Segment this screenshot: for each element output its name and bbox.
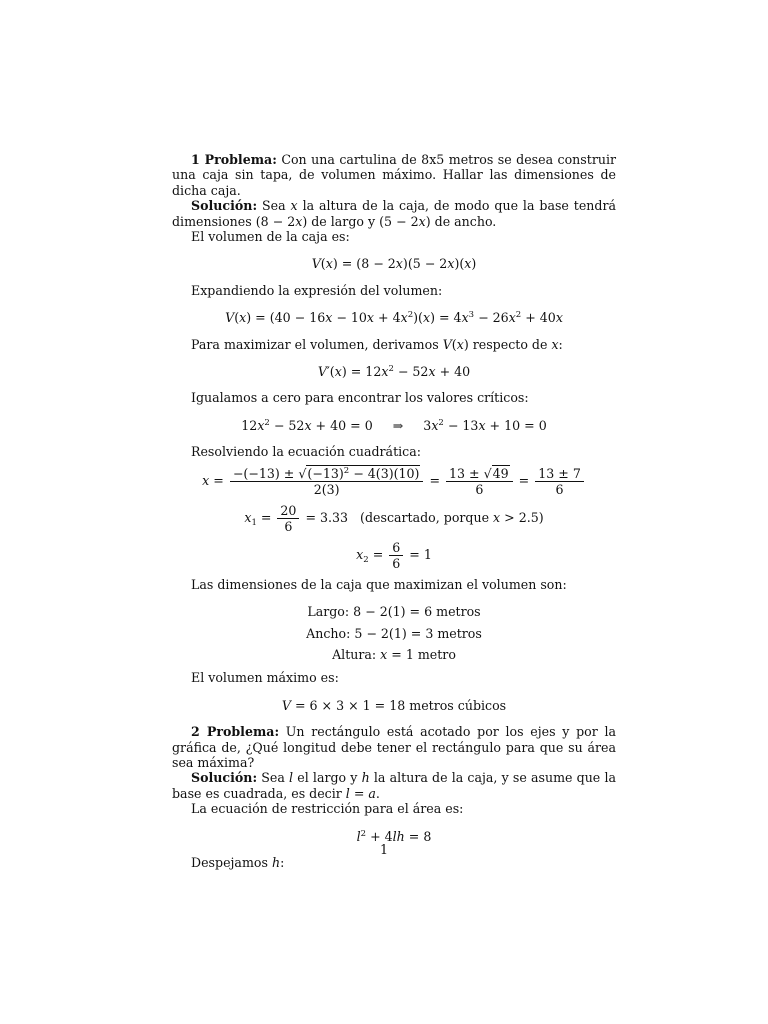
- problem-2-solution: Solución: Sea l el largo y h la altura de la caja, y se asume que la base es cuadrada, es decir l = a.: [172, 770, 616, 801]
- equation-x2: $x_2$ = $\frac{6}{6}$ = 1: [356, 539, 432, 571]
- solution-label: Solución:: [191, 198, 258, 214]
- problem-2-statement: 2 Problema: Un rectángulo está acotado por los ejes y por la gráfica de, ¿Qué longitud debe tener el rectángulo para que su área sea máxima?: [172, 724, 616, 770]
- derive-text: Para maximizar el volumen, derivamos V(x) respecto de x:: [191, 336, 563, 352]
- expand-text: Expandiendo la expresión del volumen:: [191, 282, 443, 298]
- critical-text: Igualamos a cero para encontrar los valores críticos:: [191, 390, 529, 406]
- solve-text: Despejamos h:: [191, 854, 285, 870]
- equation-derivative: $V'(x) = 12x^2 - 52x + 40$: [317, 364, 471, 380]
- page-number: 1: [379, 842, 388, 857]
- problem-2-heading: 2 Problema:: [191, 724, 280, 740]
- problem-1-solution-intro: Solución: Sea x la altura de la caja, de modo que la base tendrá dimensiones (8 − 2x) de largo y (5 − 2x) de ancho.: [172, 198, 616, 229]
- dimension-ancho: Ancho: 5 − 2(1) = 3 metros: [306, 625, 482, 641]
- equation-volume: V(x) = (8 − 2x)(5 − 2x)(x): [311, 256, 477, 272]
- equation-quadratic: x = $\frac{-(-13) \pm √(-13)^2 - 4(3)(10)}{2(3)}$ = $\frac{13 \pm √49}{6}$ = $\frac{13 \pm 7}{6}$: [172, 466, 616, 497]
- equation-expanded: $V(x) = (40 - 16x - 10x + 4x^2)(x) = 4x^3 - 26x^2 + 40x$: [225, 310, 563, 326]
- restriction-text: La ecuación de restricción para el área es:: [191, 801, 464, 817]
- equation-max-volume: V = 6 × 3 × 1 = 18 metros cúbicos: [281, 697, 507, 713]
- problem-1-statement: 1 Problema: Con una cartulina de 8x5 metros se desea construir una caja sin tapa, de volumen máximo. Hallar las dimensiones de dicha caja.: [172, 152, 616, 198]
- dimension-largo: Largo: 8 − 2(1) = 6 metros: [307, 604, 481, 620]
- solution-label: Solución:: [191, 770, 258, 786]
- quadratic-text: Resolviendo la ecuación cuadrática:: [191, 444, 421, 460]
- equation-x1: $x_1$ = $\frac{20}{6}$ = 3.33 (descartado, porque x > 2.5): [244, 502, 544, 534]
- max-volume-text: El volumen máximo es:: [191, 670, 339, 686]
- equation-restriction: $l^2 + 4lh = 8$: [356, 828, 432, 844]
- dimension-altura: Altura: x = 1 metro: [332, 646, 456, 662]
- problem-1-heading: 1 Problema:: [191, 152, 277, 167]
- page-content: [172, 152, 616, 870]
- equation-critical: $12x^2 - 52x + 40 = 0$ ⇒ $3x^2 - 13x + 10 = 0$: [241, 417, 547, 433]
- dimensions-text: Las dimensiones de la caja que maximizan el volumen son:: [191, 576, 567, 592]
- volume-text: El volumen de la caja es:: [191, 229, 350, 245]
